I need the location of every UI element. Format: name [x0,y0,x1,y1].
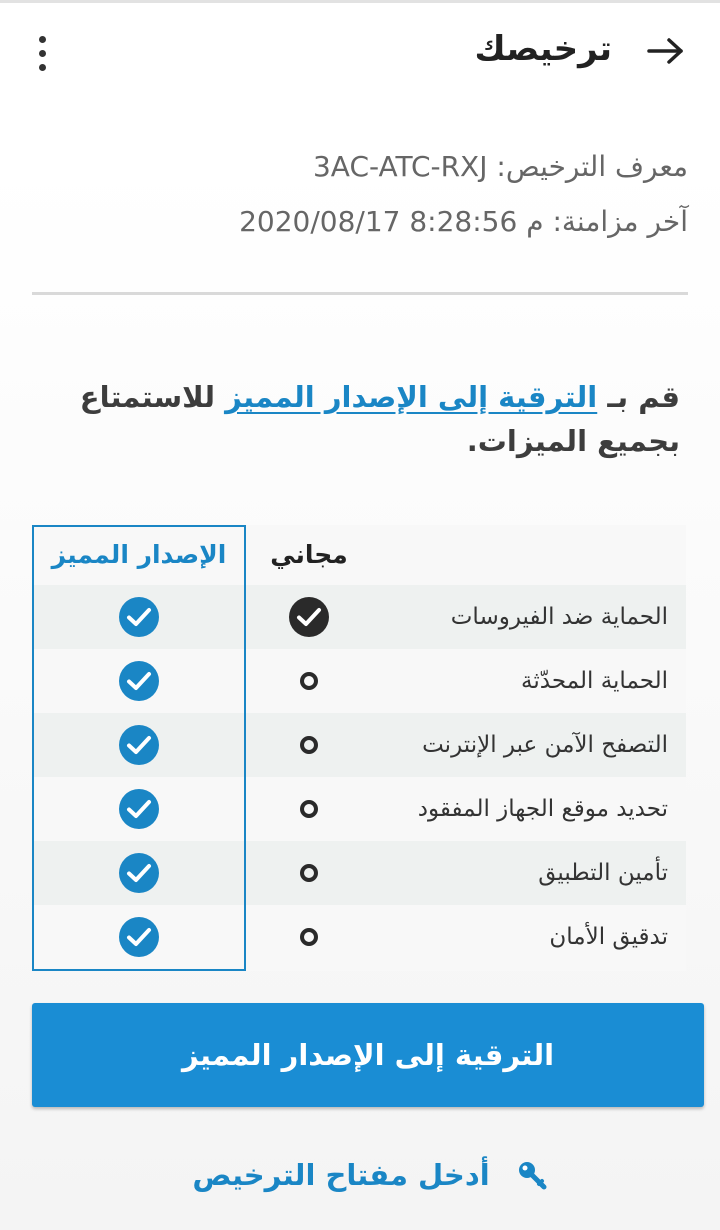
arrow-right-icon [646,37,686,65]
premium-cell [32,585,246,649]
feature-label: تأمين التطبيق [538,860,668,886]
last-sync-value: 2020/08/17 8:28:56 م [239,205,544,238]
check-blue-icon [118,660,160,702]
more-vertical-icon [39,36,46,43]
check-blue-icon [118,724,160,766]
feature-label: تحديد موقع الجهاز المفقود [417,796,668,822]
more-vertical-icon-dot [39,64,46,71]
last-sync-line [28,200,688,255]
back-button[interactable] [642,31,690,71]
license-info [28,145,688,255]
check-blue-icon [118,596,160,638]
premium-column-header: الإصدار المميز [51,540,227,569]
upgrade-link[interactable]: الترقية إلى الإصدار المميز [225,380,598,414]
enter-license-key-link[interactable] [180,1145,560,1205]
promo-prefix: قم بـ [607,380,680,414]
license-id-label: معرف الترخيص: [496,150,688,183]
free-cell [244,585,374,649]
promo-suffix: للاستمتاع بجميع الميزات. [79,380,680,458]
free-cell [244,649,374,713]
feature-label: تدقيق الأمان [549,924,668,950]
more-options-button[interactable] [22,31,62,75]
empty-circle-icon [300,800,318,818]
upgrade-button[interactable]: الترقية إلى الإصدار المميز [32,1003,704,1107]
check-blue-icon [118,916,160,958]
free-column-header: مجاني [270,540,348,569]
free-cell [244,841,374,905]
license-id-value: 3AC-ATC-RXJ [312,150,488,183]
table-row [32,777,686,841]
empty-circle-icon [300,672,318,690]
free-cell [244,777,374,841]
feature-label: الحماية ضد الفيروسات [450,604,668,630]
app-bar [0,3,720,99]
license-id-line [28,145,688,200]
upgrade-promo-text [40,375,680,463]
table-row [32,841,686,905]
empty-circle-icon [300,736,318,754]
premium-cell [32,905,246,969]
empty-circle-icon [300,928,318,946]
premium-cell [32,777,246,841]
premium-cell [32,841,246,905]
feature-label: التصفح الآمن عبر الإنترنت [422,732,668,758]
check-blue-icon [118,788,160,830]
premium-cell [32,713,246,777]
check-dark-icon [288,596,330,638]
premium-cell [32,649,246,713]
table-row [32,649,686,713]
free-cell [244,713,374,777]
table-row [32,713,686,777]
feature-comparison-table [32,525,686,971]
more-vertical-icon-dot [39,50,46,57]
last-sync-label: آخر مزامنة: [552,205,688,238]
page-title: ترخيصك [474,29,612,69]
feature-label: الحماية المحدّثة [521,668,668,694]
key-icon [516,1159,548,1191]
enter-license-key-label: أدخل مفتاح الترخيص [192,1158,490,1192]
table-header-row [32,525,686,585]
section-divider [32,292,688,295]
free-cell [244,905,374,969]
check-blue-icon [118,852,160,894]
table-row [32,585,686,649]
table-row [32,905,686,971]
empty-circle-icon [300,864,318,882]
